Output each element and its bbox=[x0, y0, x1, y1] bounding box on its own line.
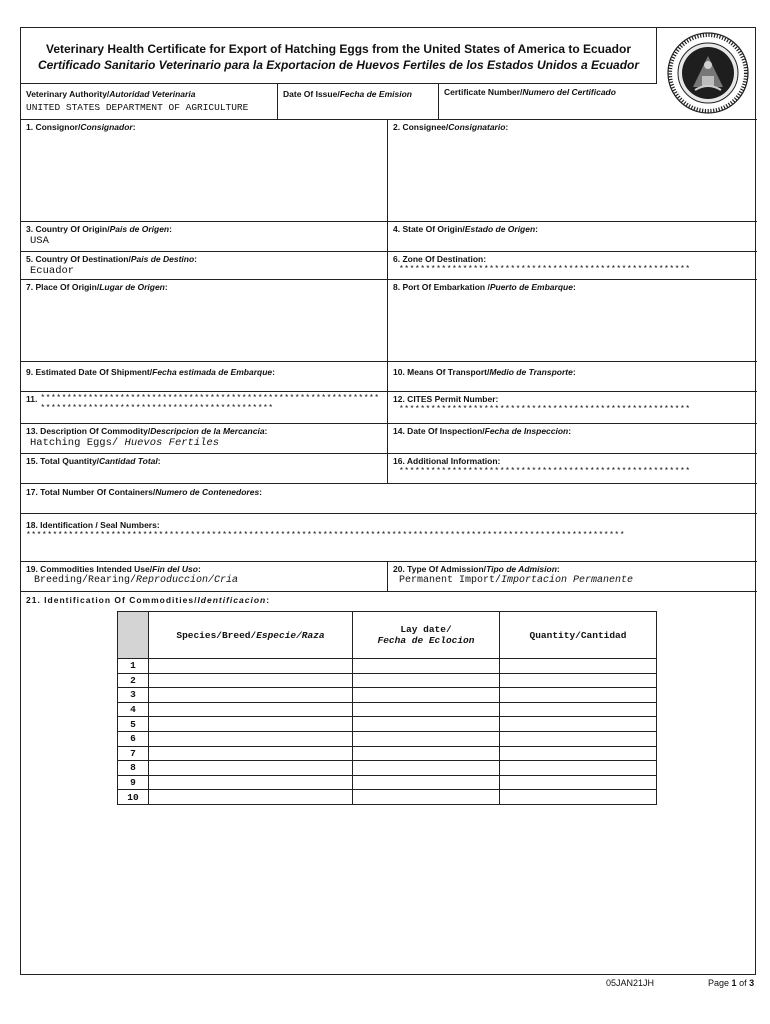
title-spanish: Certificado Sanitario Veterinario para la Exportacion de Huevos Fertiles de los Estados Unidos a Ecuador bbox=[37, 58, 640, 72]
field-11-cell[interactable] bbox=[21, 392, 388, 423]
inspection-date-cell[interactable]: 14. Date Of Inspection/Fecha de Inspeccion: bbox=[393, 426, 572, 436]
quantity-cell[interactable] bbox=[500, 673, 657, 688]
date-of-issue-label-es: Fecha de Emision bbox=[339, 89, 412, 99]
authority-label: Veterinary Authority/ bbox=[26, 89, 110, 99]
authority-cell bbox=[21, 84, 278, 119]
cites-permit-cell[interactable] bbox=[388, 392, 757, 423]
certificate-number-label: Certificate Number/ bbox=[444, 87, 523, 97]
country-of-origin-cell[interactable]: 3. Country Of Origin/Pais de Origen: USA bbox=[21, 222, 388, 251]
description-label: 13. Description Of Commodity/ bbox=[26, 426, 151, 436]
lay-date-cell[interactable] bbox=[353, 731, 500, 746]
date-of-issue-cell[interactable] bbox=[278, 84, 439, 119]
species-cell[interactable] bbox=[149, 746, 353, 761]
row-11-12 bbox=[21, 392, 757, 424]
port-of-embarkation-label-es: Puerto de Embarque bbox=[489, 282, 573, 292]
quantity-cell[interactable] bbox=[500, 702, 657, 717]
identification-label: 21. Identification Of Commodities/ bbox=[26, 595, 198, 605]
intended-use-label: 19. Commodities Intended Use/ bbox=[26, 564, 153, 574]
species-cell[interactable] bbox=[149, 790, 353, 805]
lay-date-cell[interactable] bbox=[353, 746, 500, 761]
certificate-number-label-es: Numero del Certificado bbox=[522, 87, 616, 97]
place-of-origin-label-es: Lugar de Origen bbox=[99, 282, 165, 292]
quantity-column-header: Quantity/Cantidad bbox=[500, 612, 657, 659]
table-row bbox=[118, 761, 657, 776]
country-of-origin-label-es: Pais de Origen bbox=[109, 224, 170, 234]
row-19-20 bbox=[21, 562, 757, 592]
port-of-embarkation-label: 8. Port Of Embarkation / bbox=[393, 282, 490, 292]
certificate-form bbox=[20, 27, 756, 975]
country-of-destination-value: Ecuador bbox=[30, 265, 75, 277]
total-containers-label-es: Numero de Contenedores bbox=[155, 487, 260, 497]
additional-info-label: 16. Additional Information: bbox=[393, 456, 501, 466]
row-18 bbox=[21, 514, 757, 562]
total-containers-cell[interactable]: 17. Total Number Of Containers/Numero de Contenedores: bbox=[26, 487, 263, 497]
row-origin bbox=[21, 222, 757, 252]
intended-use-cell[interactable]: 19. Commodities Intended Use/Fin del Uso: Breeding/Rearing/Reproduccion/Cria bbox=[21, 562, 388, 591]
description-value: Hatching Eggs/ bbox=[30, 437, 119, 449]
species-cell[interactable] bbox=[149, 717, 353, 732]
species-column-header: Species/Breed/Especie/Raza bbox=[149, 612, 353, 659]
port-of-embarkation-cell[interactable]: 8. Port Of Embarkation /Puerto de Embarque: bbox=[393, 282, 576, 292]
consignee-label-es: Consignatario bbox=[448, 122, 506, 132]
authority-value[interactable]: UNITED STATES DEPARTMENT OF AGRICULTURE bbox=[26, 102, 249, 113]
row-15-16 bbox=[21, 454, 757, 484]
state-of-origin-cell[interactable]: 4. State Of Origin/Estado de Origen: bbox=[393, 224, 539, 234]
table-row bbox=[118, 673, 657, 688]
commodities-table bbox=[117, 611, 657, 805]
seal-numbers-label: 18. Identification / Seal Numbers: bbox=[26, 520, 160, 530]
quantity-cell[interactable] bbox=[500, 659, 657, 674]
row-number: 3 bbox=[118, 688, 149, 703]
intended-use-label-es: Fin del Uso bbox=[152, 564, 198, 574]
country-of-destination-cell[interactable]: 5. Country Of Destination/Pais de Destino: Ecuador bbox=[21, 252, 388, 279]
lay-date-cell[interactable] bbox=[353, 702, 500, 717]
country-of-destination-label: 5. Country Of Destination/ bbox=[26, 254, 131, 264]
seal-numbers-value: ***************************************************************************************************************** bbox=[26, 531, 625, 540]
quantity-cell[interactable] bbox=[500, 688, 657, 703]
species-cell[interactable] bbox=[149, 673, 353, 688]
row-number: 4 bbox=[118, 702, 149, 717]
row-number: 5 bbox=[118, 717, 149, 732]
total-quantity-label-es: Cantidad Total bbox=[99, 456, 158, 466]
zone-of-destination-cell[interactable] bbox=[388, 252, 757, 279]
total-quantity-label: 15. Total Quantity/ bbox=[26, 456, 100, 466]
title-english: Veterinary Health Certificate for Export of Hatching Eggs from the United States of America to Ecuador bbox=[46, 42, 631, 56]
shipment-date-label: 9. Estimated Date Of Shipment/ bbox=[26, 367, 153, 377]
table-row bbox=[118, 746, 657, 761]
additional-info-value: ******************************************************* bbox=[399, 467, 691, 476]
row-number: 6 bbox=[118, 731, 149, 746]
type-of-admission-value: Permanent Import/ bbox=[399, 575, 502, 586]
table-row bbox=[118, 775, 657, 790]
row-13-14 bbox=[21, 424, 757, 454]
table-row bbox=[118, 790, 657, 805]
means-of-transport-cell[interactable]: 10. Means Of Transport/Medio de Transporte: bbox=[393, 367, 576, 377]
cites-permit-label: 12. CITES Permit Number: bbox=[393, 394, 499, 404]
table-row bbox=[118, 731, 657, 746]
row-destination bbox=[21, 252, 757, 280]
row-number: 8 bbox=[118, 761, 149, 776]
type-of-admission-label-es: Tipo de Admision bbox=[486, 564, 557, 574]
identification-label-es: Identificacion bbox=[197, 595, 267, 605]
table-row bbox=[118, 688, 657, 703]
country-of-destination-label-es: Pais de Destino bbox=[130, 254, 195, 264]
country-of-origin-label: 3. Country Of Origin/ bbox=[26, 224, 110, 234]
type-of-admission-label: 20. Type Of Admission/ bbox=[393, 564, 487, 574]
date-of-issue-label: Date Of Issue/ bbox=[283, 89, 340, 99]
description-label-es: Descripcion de la Mercancia bbox=[150, 426, 265, 436]
identification-heading: 21. Identification Of Commodities/Identificacion: bbox=[26, 595, 271, 605]
row-consignor bbox=[21, 120, 757, 222]
row-place-port bbox=[21, 280, 757, 362]
shipment-date-label-es: Fecha estimada de Embarque bbox=[152, 367, 273, 377]
zone-of-destination-value: ******************************************************* bbox=[399, 265, 691, 274]
table-row bbox=[118, 659, 657, 674]
description-value-es: Huevos Fertiles bbox=[124, 437, 220, 449]
cites-permit-value: ******************************************************* bbox=[399, 405, 691, 414]
total-quantity-cell[interactable]: 15. Total Quantity/Cantidad Total: bbox=[21, 454, 388, 483]
lay-date-cell[interactable] bbox=[353, 790, 500, 805]
means-of-transport-label: 10. Means Of Transport/ bbox=[393, 367, 490, 377]
consignor-label: 1. Consignor/ bbox=[26, 122, 81, 132]
intended-use-value: Breeding/Rearing/ bbox=[34, 575, 137, 586]
quantity-cell[interactable] bbox=[500, 761, 657, 776]
lay-date-cell[interactable] bbox=[353, 673, 500, 688]
country-of-origin-value: USA bbox=[30, 235, 49, 247]
inspection-date-label: 14. Date Of Inspection/ bbox=[393, 426, 485, 436]
lay-date-cell[interactable] bbox=[353, 761, 500, 776]
consignee-label: 2. Consignee/ bbox=[393, 122, 449, 132]
row-number: 10 bbox=[118, 790, 149, 805]
table-row bbox=[118, 717, 657, 732]
table-corner bbox=[118, 612, 149, 659]
description-cell[interactable]: 13. Description Of Commodity/Descripcion de la Mercancia: Hatching Eggs/ Huevos Fertiles bbox=[21, 424, 388, 453]
species-cell[interactable] bbox=[149, 688, 353, 703]
lay-date-cell[interactable] bbox=[353, 717, 500, 732]
consignor-label-es: Consignador bbox=[80, 122, 133, 132]
place-of-origin-label: 7. Place Of Origin/ bbox=[26, 282, 100, 292]
consignee-cell[interactable]: 2. Consignee/Consignatario: bbox=[393, 122, 509, 132]
species-cell[interactable] bbox=[149, 702, 353, 717]
seal-cell bbox=[657, 28, 757, 120]
row-shipment bbox=[21, 362, 757, 392]
table-row bbox=[118, 702, 657, 717]
shipment-date-cell[interactable]: 9. Estimated Date Of Shipment/Fecha estimada de Embarque: bbox=[21, 362, 388, 391]
state-of-origin-label-es: Estado de Origen bbox=[464, 224, 536, 234]
usda-seal-icon bbox=[667, 32, 749, 114]
row-17 bbox=[21, 484, 757, 514]
type-of-admission-cell[interactable]: 20. Type Of Admission/Tipo de Admision: Permanent Import/Importacion Permanente bbox=[393, 564, 634, 586]
type-of-admission-value-es: Importacion Permanente bbox=[501, 575, 634, 586]
lay-date-cell[interactable] bbox=[353, 688, 500, 703]
additional-info-cell[interactable] bbox=[388, 454, 757, 483]
state-of-origin-label: 4. State Of Origin/ bbox=[393, 224, 465, 234]
intended-use-value-es: Reproduccion/Cria bbox=[136, 575, 239, 586]
place-of-origin-cell[interactable]: 7. Place Of Origin/Lugar de Origen: bbox=[21, 280, 388, 361]
page-indicator: Page 1 of 3 bbox=[708, 978, 755, 988]
lay-date-cell[interactable] bbox=[353, 775, 500, 790]
row-number: 9 bbox=[118, 775, 149, 790]
row-number: 2 bbox=[118, 673, 149, 688]
consignor-cell[interactable]: 1. Consignor/Consignador: bbox=[21, 120, 388, 221]
field-11-label: 11. bbox=[26, 394, 38, 404]
species-cell[interactable] bbox=[149, 761, 353, 776]
seal-numbers-cell[interactable] bbox=[21, 514, 757, 561]
species-cell[interactable] bbox=[149, 731, 353, 746]
means-of-transport-label-es: Medio de Transporte bbox=[489, 367, 573, 377]
form-header bbox=[21, 28, 657, 84]
quantity-cell[interactable] bbox=[500, 775, 657, 790]
species-cell[interactable] bbox=[149, 659, 353, 674]
authority-row bbox=[21, 84, 657, 120]
lay-date-cell[interactable] bbox=[353, 659, 500, 674]
certificate-number-cell[interactable] bbox=[439, 84, 657, 119]
total-containers-label: 17. Total Number Of Containers/ bbox=[26, 487, 156, 497]
quantity-cell[interactable] bbox=[500, 731, 657, 746]
field-11-value: ************************************************************************************************************ bbox=[40, 394, 380, 413]
lay-date-column-header: Lay date/ Fecha de Eclocion bbox=[353, 612, 500, 659]
row-number: 1 bbox=[118, 659, 149, 674]
quantity-cell[interactable] bbox=[500, 717, 657, 732]
inspection-date-label-es: Fecha de Inspeccion bbox=[484, 426, 569, 436]
zone-of-destination-label: 6. Zone Of Destination: bbox=[393, 254, 487, 264]
row-number: 7 bbox=[118, 746, 149, 761]
quantity-cell[interactable] bbox=[500, 790, 657, 805]
authority-label-es: Autoridad Veterinaria bbox=[109, 89, 196, 99]
form-code: 05JAN21JH bbox=[606, 978, 655, 988]
quantity-cell[interactable] bbox=[500, 746, 657, 761]
species-cell[interactable] bbox=[149, 775, 353, 790]
